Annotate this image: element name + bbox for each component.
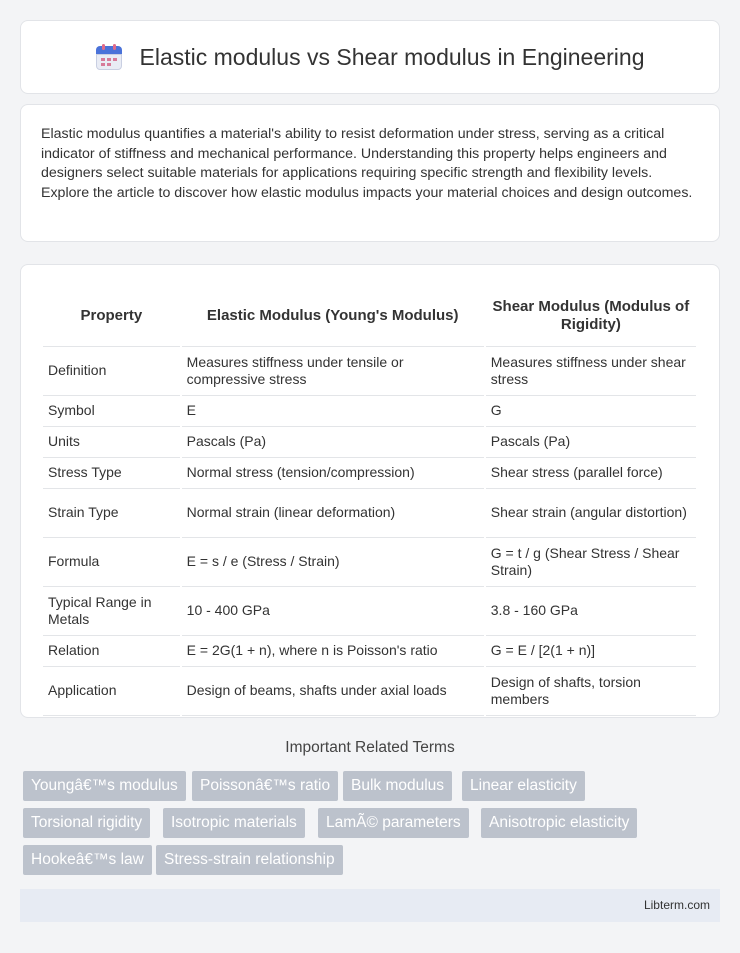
row-property-cell: Symbol bbox=[43, 396, 180, 427]
row-property-cell: Relation bbox=[43, 636, 180, 667]
table-row bbox=[43, 427, 696, 458]
table-row bbox=[43, 667, 696, 716]
row-property-cell: Stress Type bbox=[43, 458, 180, 489]
row-shear-cell: Shear stress (parallel force) bbox=[486, 458, 696, 489]
footer bbox=[20, 889, 720, 922]
row-property-cell: Definition bbox=[43, 347, 180, 396]
row-shear-cell: G bbox=[486, 396, 696, 427]
comparison-table bbox=[41, 285, 698, 716]
page-title: Elastic modulus vs Shear modulus in Engineering bbox=[139, 43, 645, 70]
table-row bbox=[43, 538, 696, 587]
row-shear-cell: Measures stiffness under shear stress bbox=[486, 347, 696, 396]
table-row bbox=[43, 458, 696, 489]
tag-isotropic-materials[interactable]: Isotropic materials bbox=[163, 808, 305, 838]
table-row bbox=[43, 489, 696, 538]
tag-youngs-modulus[interactable]: Youngâ€™s modulus bbox=[23, 771, 186, 801]
tag-lame-parameters[interactable]: LamÃ© parameters bbox=[318, 808, 469, 838]
row-shear-cell: Pascals (Pa) bbox=[486, 427, 696, 458]
row-shear-cell: 3.8 - 160 GPa bbox=[486, 587, 696, 636]
row-elastic-cell: Pascals (Pa) bbox=[182, 427, 484, 458]
tag-hookes-law[interactable]: Hookeâ€™s law bbox=[23, 845, 152, 875]
tag-bulk-modulus[interactable]: Bulk modulus bbox=[343, 771, 452, 801]
calendar-icon bbox=[96, 44, 122, 70]
row-shear-cell: G = t / g (Shear Stress / Shear Strain) bbox=[486, 538, 696, 587]
row-property-cell: Strain Type bbox=[43, 489, 180, 538]
table-row bbox=[43, 347, 696, 396]
tag-linear-elasticity[interactable]: Linear elasticity bbox=[462, 771, 585, 801]
row-elastic-cell: Design of beams, shafts under axial loads bbox=[182, 667, 484, 716]
row-shear-cell: Design of shafts, torsion members bbox=[486, 667, 696, 716]
comparison-table-card bbox=[20, 264, 720, 718]
row-elastic-cell: E bbox=[182, 396, 484, 427]
intro-card bbox=[20, 104, 720, 242]
row-elastic-cell: Normal stress (tension/compression) bbox=[182, 458, 484, 489]
intro-text: Elastic modulus quantifies a material's ability to resist deformation under stress, serving as a critical indicator of stiffness and mechanical performance. Understanding this property helps engineers and designers select suitable materials for applications requiring specific strength and flexibility levels. Explore the article to discover how elastic modulus impacts your material choices and design outcomes. bbox=[41, 126, 693, 201]
table-row bbox=[43, 636, 696, 667]
header-card bbox=[20, 20, 720, 94]
related-terms-title: Important Related Terms bbox=[285, 739, 455, 756]
table-row bbox=[43, 587, 696, 636]
header-elastic-modulus: Elastic Modulus (Young's Modulus) bbox=[182, 285, 484, 347]
row-elastic-cell: E = s / e (Stress / Strain) bbox=[182, 538, 484, 587]
row-property-cell: Application bbox=[43, 667, 180, 716]
row-elastic-cell: 10 - 400 GPa bbox=[182, 587, 484, 636]
tag-poissons-ratio[interactable]: Poissonâ€™s ratio bbox=[192, 771, 338, 801]
row-shear-cell: G = E / [2(1 + n)] bbox=[486, 636, 696, 667]
tag-torsional-rigidity[interactable]: Torsional rigidity bbox=[23, 808, 150, 838]
row-elastic-cell: Normal strain (linear deformation) bbox=[182, 489, 484, 538]
row-elastic-cell: E = 2G(1 + n), where n is Poisson's ratio bbox=[182, 636, 484, 667]
header-shear-modulus: Shear Modulus (Modulus of Rigidity) bbox=[486, 285, 696, 347]
row-elastic-cell: Measures stiffness under tensile or compressive stress bbox=[182, 347, 484, 396]
tag-anisotropic-elasticity[interactable]: Anisotropic elasticity bbox=[481, 808, 637, 838]
tag-stress-strain-relationship[interactable]: Stress-strain relationship bbox=[156, 845, 343, 875]
row-property-cell: Units bbox=[43, 427, 180, 458]
table-row bbox=[43, 396, 696, 427]
row-shear-cell: Shear strain (angular distortion) bbox=[486, 489, 696, 538]
row-property-cell: Formula bbox=[43, 538, 180, 587]
footer-site-link[interactable]: Libterm.com bbox=[643, 898, 710, 912]
table-header-row bbox=[43, 285, 696, 347]
header-property: Property bbox=[43, 285, 180, 347]
row-property-cell: Typical Range in Metals bbox=[43, 587, 180, 636]
